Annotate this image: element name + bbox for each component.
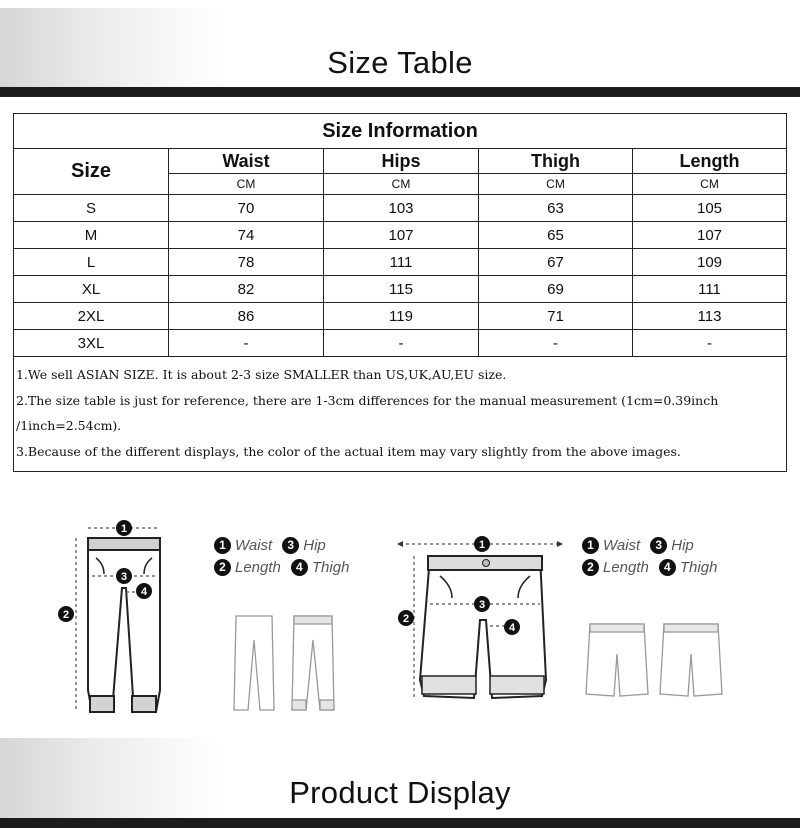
column-header-waist: Waist — [169, 149, 324, 174]
svg-text:2: 2 — [402, 613, 410, 625]
marker-4-icon — [504, 619, 520, 635]
marker-3-icon — [474, 596, 490, 612]
svg-text:3: 3 — [478, 599, 486, 611]
value-cell: - — [324, 330, 479, 357]
shorts-front-back-thumbnails — [586, 624, 722, 696]
size-cell: L — [14, 249, 169, 276]
column-header-hips: Hips — [324, 149, 479, 174]
number-badge-icon: 1 — [582, 537, 599, 554]
value-cell: 69 — [479, 276, 633, 303]
size-table-header — [0, 0, 800, 100]
number-badge-icon: 4 — [291, 559, 308, 576]
number-badge-icon: 3 — [282, 537, 299, 554]
value-cell: 65 — [479, 222, 633, 249]
svg-text:4: 4 — [140, 586, 148, 598]
header-bar — [0, 87, 800, 97]
marker-3-icon — [116, 568, 132, 584]
column-header-thigh: Thigh — [479, 149, 633, 174]
size-cell: 2XL — [14, 303, 169, 330]
value-cell: 63 — [479, 195, 633, 222]
size-cell: S — [14, 195, 169, 222]
table-row — [14, 330, 787, 357]
value-cell: - — [479, 330, 633, 357]
number-badge-icon: 4 — [659, 559, 676, 576]
unit-label: CM — [633, 174, 787, 195]
size-notes — [14, 357, 787, 472]
svg-text:1: 1 — [120, 523, 128, 535]
number-badge-icon: 2 — [582, 559, 599, 576]
pants-front-back-thumbnails — [234, 616, 334, 710]
table-row — [14, 195, 787, 222]
legend-item: 1 Waist — [582, 537, 640, 554]
value-cell: 107 — [324, 222, 479, 249]
measurement-diagrams — [0, 500, 800, 730]
value-cell: 115 — [324, 276, 479, 303]
size-information-table — [13, 113, 787, 472]
svg-text:2: 2 — [62, 609, 70, 621]
value-cell: 71 — [479, 303, 633, 330]
note-1: 1.We sell ASIAN SIZE. It is about 2-3 size SMALLER than US,UK,AU,EU size. — [16, 367, 507, 382]
value-cell: - — [633, 330, 787, 357]
legend-item: 2 Length — [582, 559, 649, 576]
value-cell: 78 — [169, 249, 324, 276]
number-badge-icon: 2 — [214, 559, 231, 576]
number-badge-icon: 3 — [650, 537, 667, 554]
svg-text:1: 1 — [478, 539, 486, 551]
marker-4-icon — [136, 583, 152, 599]
value-cell: 105 — [633, 195, 787, 222]
legend-item: 4 Thigh — [291, 559, 350, 576]
table-row — [14, 303, 787, 330]
legend-item: 4 Thigh — [659, 559, 718, 576]
marker-1-icon — [474, 536, 490, 552]
column-header-length: Length — [633, 149, 787, 174]
size-cell: XL — [14, 276, 169, 303]
value-cell: 70 — [169, 195, 324, 222]
unit-label: CM — [479, 174, 633, 195]
section-title: Size Table — [327, 45, 473, 80]
unit-label: CM — [169, 174, 324, 195]
section-title: Product Display — [289, 775, 511, 810]
shorts-illustration — [420, 556, 546, 698]
value-cell: 82 — [169, 276, 324, 303]
note-2: 2.The size table is just for reference, there are 1-3cm differences for the manual measurement (1cm=0.39inch /1inch=2.54cm). — [16, 393, 719, 433]
value-cell: 86 — [169, 303, 324, 330]
size-column-header: Size — [14, 149, 169, 195]
legend-item: 1 Waist — [214, 537, 272, 554]
legend-item: 2 Length — [214, 559, 281, 576]
value-cell: 67 — [479, 249, 633, 276]
note-3: 3.Because of the different displays, the color of the actual item may vary slightly from the above images. — [16, 444, 681, 460]
size-cell: 3XL — [14, 330, 169, 357]
value-cell: 109 — [633, 249, 787, 276]
value-cell: - — [169, 330, 324, 357]
table-row — [14, 276, 787, 303]
svg-text:4: 4 — [508, 622, 516, 634]
value-cell: 119 — [324, 303, 479, 330]
marker-1-icon — [116, 520, 132, 536]
value-cell: 113 — [633, 303, 787, 330]
shorts-legend — [582, 534, 727, 578]
pants-illustration — [88, 538, 160, 712]
value-cell: 107 — [633, 222, 787, 249]
legend-item: 3 Hip — [650, 537, 694, 554]
number-badge-icon: 1 — [214, 537, 231, 554]
table-caption: Size Information — [14, 114, 787, 149]
svg-text:3: 3 — [120, 571, 128, 583]
legend-item: 3 Hip — [282, 537, 326, 554]
marker-2-icon — [58, 606, 74, 622]
value-cell: 103 — [324, 195, 479, 222]
size-cell: M — [14, 222, 169, 249]
product-display-header — [0, 738, 800, 840]
unit-label: CM — [324, 174, 479, 195]
value-cell: 111 — [324, 249, 479, 276]
pants-legend — [214, 534, 359, 578]
header-bar — [0, 818, 800, 828]
table-row — [14, 222, 787, 249]
value-cell: 111 — [633, 276, 787, 303]
marker-2-icon — [398, 610, 414, 626]
value-cell: 74 — [169, 222, 324, 249]
table-row — [14, 249, 787, 276]
